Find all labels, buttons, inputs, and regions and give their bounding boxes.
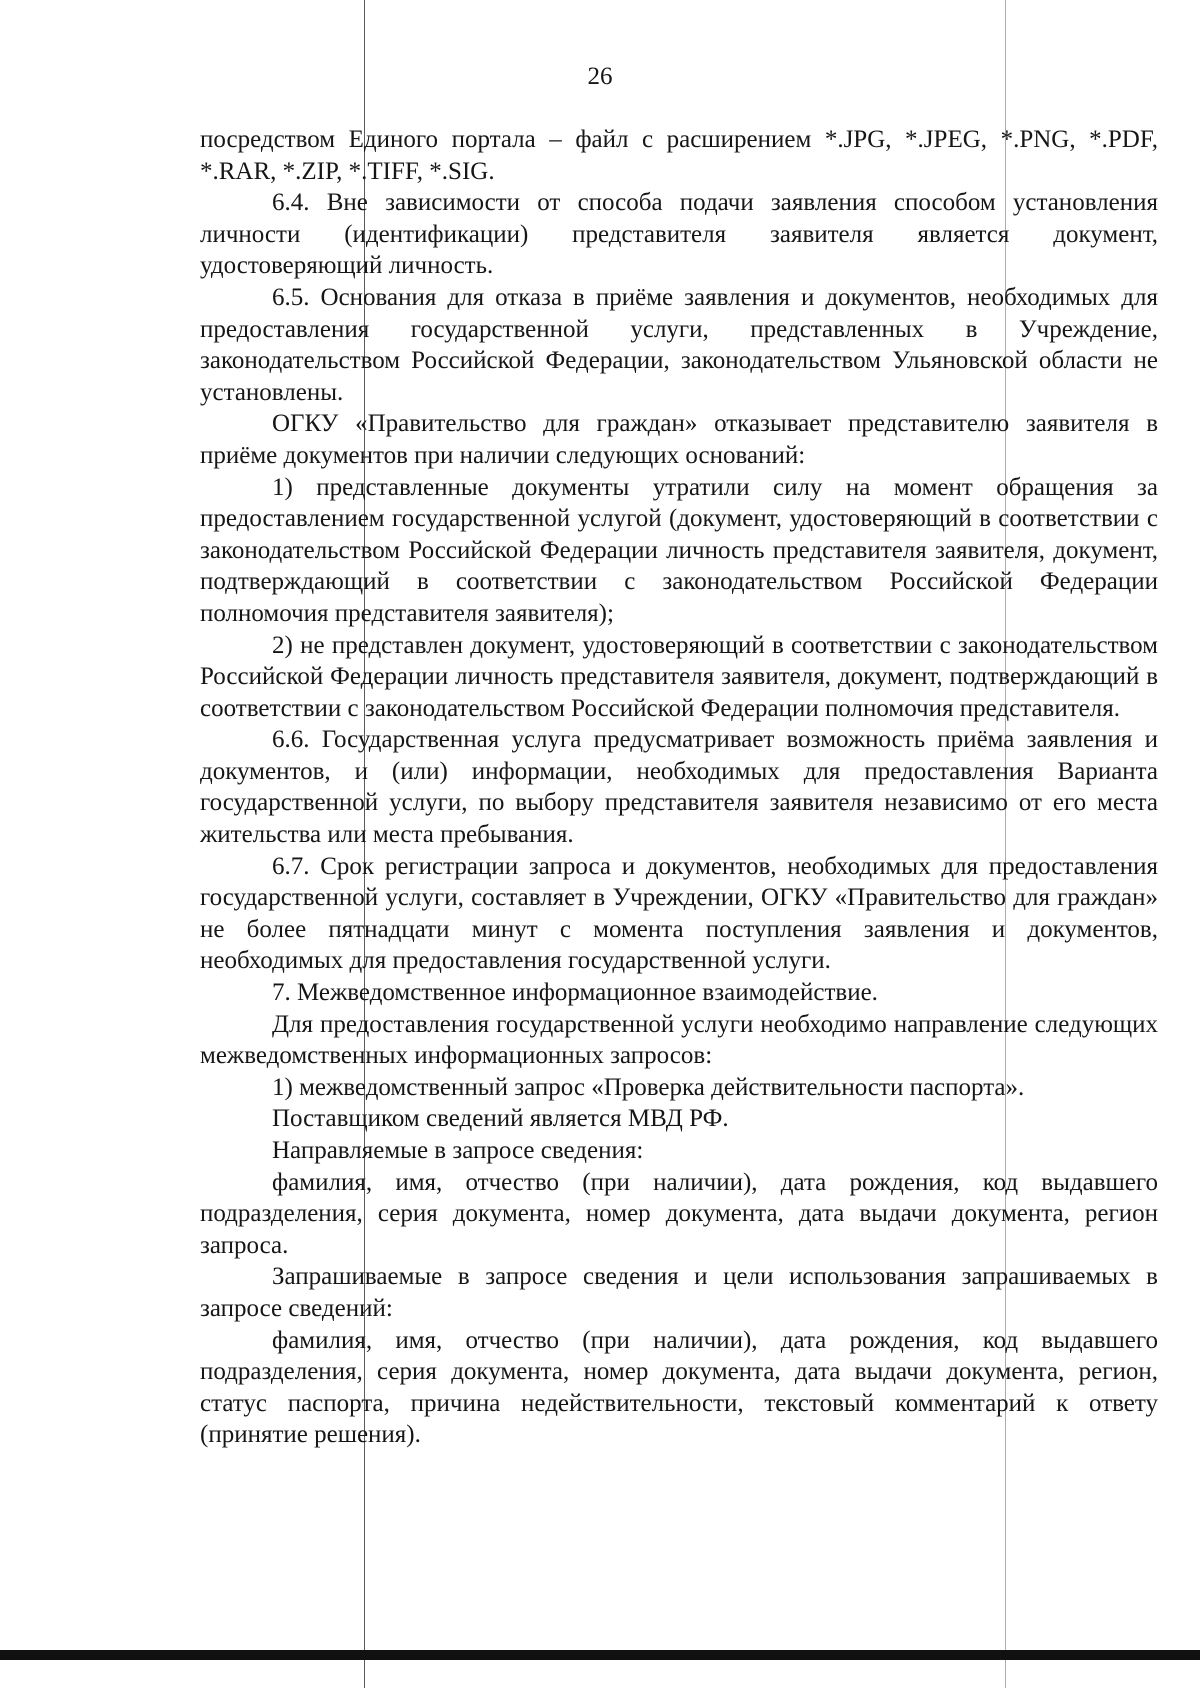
paragraph: фамилия, имя, отчество (при наличии), дата рождения, код выдавшего подразделения, серия документа, номер документа, дата выдачи документа, регион, статус паспорта, причина недействительности, текстовый комментарий к ответу (принятие решения). xyxy=(200,1326,1158,1449)
paragraph: Запрашиваемые в запросе сведения и цели использования запрашиваемых в запросе сведений: xyxy=(200,1263,1158,1322)
paragraph: 6.4. Вне зависимости от способа подачи заявления способом установления личности (идентификации) представителя заявителя является документ, удостоверяющий личность. xyxy=(200,189,1158,280)
paragraph: Для предоставления государственной услуги необходимо направление следующих межведомственных информационных запросов: xyxy=(200,1010,1158,1070)
paragraph: 1) представленные документы утратили силу на момент обращения за предоставлением государственной услугой (документ, удостоверяющий в соответствии с законодательством Российской Федерации личность представителя заявителя, документ, подтверждающий в соответствии с законодательством Российской Федерации полномочия представителя заявителя); xyxy=(200,473,1158,627)
paragraph: 6.6. Государственная услуга предусматривает возможность приёма заявления и документов, и (или) информации, необходимых для предоставления Варианта государственной услуги, по выбору представителя заявителя независимо от его места жительства или места пребывания. xyxy=(200,726,1158,849)
document-body xyxy=(200,124,1158,1451)
paragraph: 6.5. Основания для отказа в приёме заявления и документов, необходимых для предоставления государственной услуги, представленных в Учреждение, законодательством Российской Федерации, законодательством Ульяновской области не установлены. xyxy=(200,283,1158,406)
paragraph: 7. Межведомственное информационное взаимодействие. xyxy=(272,979,878,1007)
scan-bottom-edge xyxy=(0,1650,1200,1660)
paragraph: фамилия, имя, отчество (при наличии), дата рождения, код выдавшего подразделения, серия документа, номер документа, дата выдачи документа, регион запроса. xyxy=(200,1168,1158,1259)
paragraph: 6.7. Срок регистрации запроса и документов, необходимых для предоставления государственной услуги, составляет в Учреждении, ОГКУ «Правительство для граждан» не более пятнадцати минут с момента поступления заявления и документов, необходимых для предоставления государственной услуги. xyxy=(200,852,1158,975)
page-number: 26 xyxy=(587,63,613,90)
paragraph: Поставщиком сведений является МВД РФ. xyxy=(272,1105,729,1133)
paragraph: посредством Единого портала – файл с расширением *.JPG, *.JPEG, *.PNG, *.PDF, *.RAR, *.ZIP, *.TIFF, *.SIG. xyxy=(200,126,1158,185)
paragraph: ОГКУ «Правительство для граждан» отказывает представителю заявителя в приёме документов при наличии следующих оснований: xyxy=(200,410,1158,469)
paragraph: 2) не представлен документ, удостоверяющий в соответствии с законодательством Российской Федерации личность представителя заявителя, документ, подтверждающий в соответствии с законодательством Российской Федерации полномочия представителя. xyxy=(200,631,1158,722)
paragraph: Направляемые в запросе сведения: xyxy=(272,1137,644,1164)
paragraph: 1) межведомственный запрос «Проверка действительности паспорта». xyxy=(272,1073,1025,1101)
